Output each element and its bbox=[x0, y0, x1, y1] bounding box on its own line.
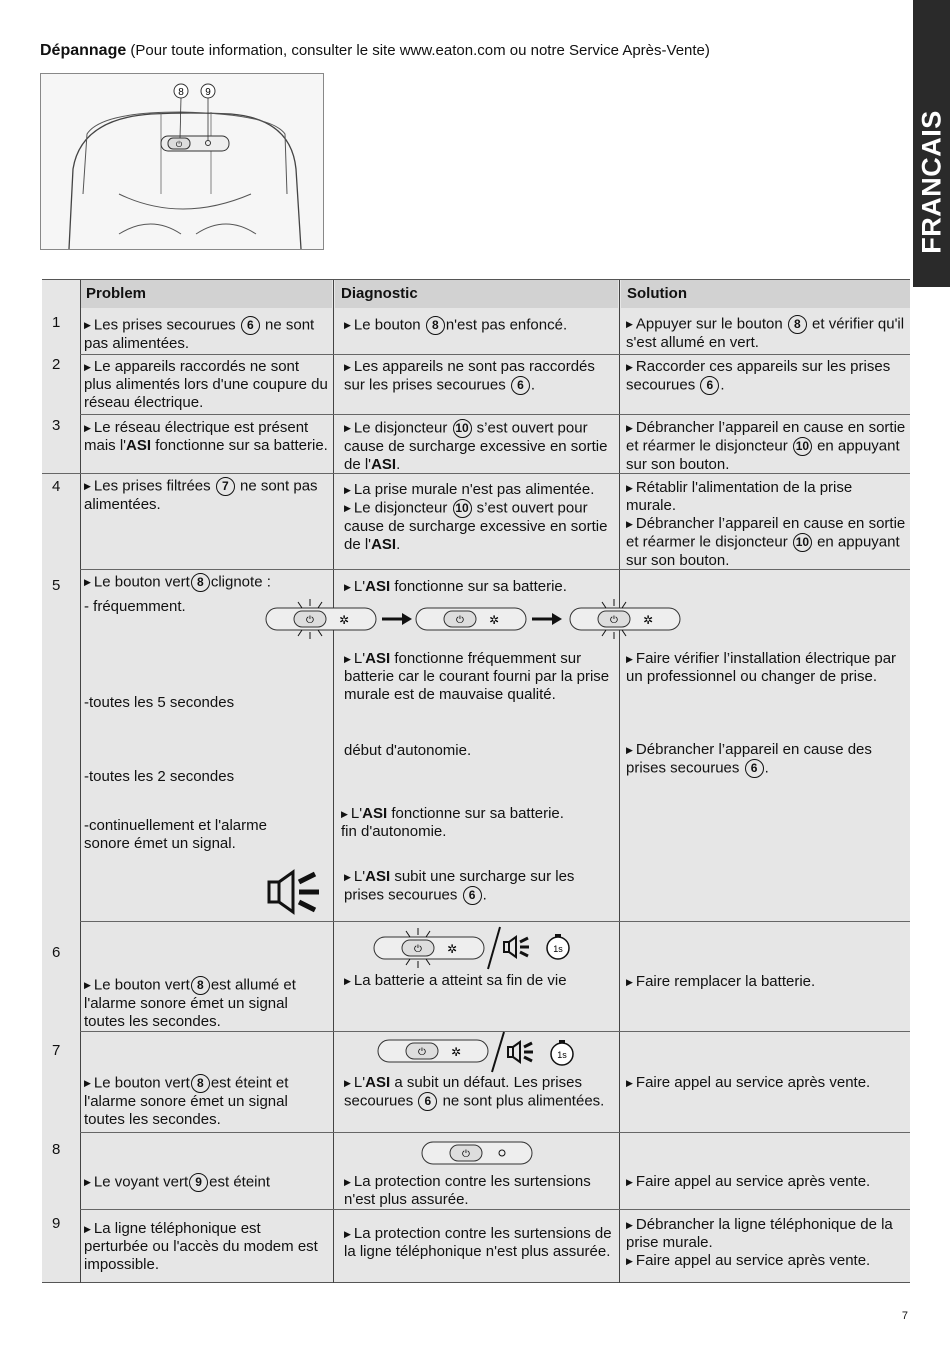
row-3-solution: ▶ Débrancher l’appareil en cause en sortie et réarmer le disjoncteur 10 en appuyant sur son bouton. bbox=[626, 419, 906, 473]
row-5-every-2s: -toutes les 2 secondes bbox=[84, 768, 235, 785]
button-led-on-icon bbox=[570, 599, 680, 639]
svg-text:⏻: ⏻ bbox=[306, 615, 314, 626]
row-8-diagnostic: ▶ La protection contre les surtensions n'est plus assurée. bbox=[344, 1173, 591, 1208]
button-led-off-icon bbox=[416, 608, 526, 630]
row-9-diagnostic: ▶ La protection contre les surtensions de la ligne téléphonique n'est plus assurée. bbox=[344, 1225, 612, 1260]
row-7-diagnostic: ▶ L'ASI a subit un défaut. Les prises secourues 6 ne sont plus alimentées. bbox=[344, 1074, 605, 1110]
row-1-problem: ▶ Les prises secourues 6 ne sont pas alimentées. bbox=[84, 316, 315, 352]
page-subtitle: (Pour toute information, consulter le site www.eaton.com ou notre Service Après-Vente) bbox=[130, 42, 710, 59]
callout-8-label: 8 bbox=[178, 87, 184, 98]
row-number-2: 2 bbox=[52, 356, 61, 373]
svg-text:⏻: ⏻ bbox=[418, 1047, 426, 1058]
row-5-problem-title: ▶ Le bouton vert 8 clignote : bbox=[84, 573, 271, 591]
svg-text:✲: ✲ bbox=[338, 613, 350, 627]
button-off-alarm-pictogram bbox=[376, 1032, 581, 1072]
arrow-right-icon bbox=[382, 613, 412, 625]
timer-1s-label: 1s bbox=[557, 1050, 567, 1060]
row-9-solution: ▶ Débrancher la ligne téléphonique de la prise murale. ▶ Faire appel au service après vente. bbox=[626, 1216, 893, 1269]
row-4-diagnostic: ▶ La prise murale n'est pas alimentée. ▶ Le disjoncteur 10 s’est ouvert pour cause de surcharge excessive en sortie de l'ASI. bbox=[344, 481, 608, 553]
row-5-diag-battery: ▶ L'ASI fonctionne sur sa batterie. bbox=[344, 578, 567, 595]
svg-text:⏻: ⏻ bbox=[175, 140, 183, 149]
svg-text:⏻: ⏻ bbox=[610, 615, 618, 626]
svg-text:⏻: ⏻ bbox=[462, 1149, 470, 1160]
row-number-3: 3 bbox=[52, 417, 61, 434]
row-5-continuous: -continuellement et l'alarme sonore émet un signal. bbox=[84, 817, 267, 852]
row-number-4: 4 bbox=[52, 478, 61, 495]
row-5-diag-end-autonomy: ▶ L'ASI fonctionne sur sa batterie. fin d'autonomie. bbox=[341, 805, 564, 840]
row-number-8: 8 bbox=[52, 1141, 61, 1158]
row-6-problem: ▶ Le bouton vert 8 est allumé et l'alarme sonore émet un signal toutes les secondes. bbox=[84, 976, 296, 1030]
row-2-problem: ▶ Le appareils raccordés ne sont plus alimentés lors d'une coupure du réseau électrique. bbox=[84, 358, 328, 411]
svg-text:✲: ✲ bbox=[642, 613, 654, 627]
row-8-problem: ▶ Le voyant vert 9 est éteint bbox=[84, 1173, 271, 1191]
button-lit-alarm-pictogram bbox=[372, 925, 577, 973]
row-9-problem: ▶ La ligne téléphonique est perturbée ou l'accès du modem est impossible. bbox=[84, 1220, 318, 1273]
column-header-diagnostic: Diagnostic bbox=[335, 280, 618, 308]
svg-text:✲: ✲ bbox=[450, 1045, 462, 1059]
button-led-on-icon bbox=[266, 599, 376, 639]
row-5-frequently: - fréquemment. bbox=[84, 598, 186, 615]
row-4-problem: ▶ Les prises filtrées 7 ne sont pas alimentées. bbox=[84, 477, 318, 513]
page-heading bbox=[40, 42, 710, 60]
page-title: Dépannage bbox=[40, 42, 127, 59]
callout-9-label: 9 bbox=[205, 87, 211, 98]
button-indicator-icon bbox=[420, 1140, 536, 1166]
row-7-problem: ▶ Le bouton vert 8 est éteint et l'alarme sonore émet un signal toutes les secondes. bbox=[84, 1074, 289, 1128]
row-number-9: 9 bbox=[52, 1215, 61, 1232]
row-7-solution: ▶ Faire appel au service après vente. bbox=[626, 1074, 871, 1091]
timer-1s-label: 1s bbox=[553, 944, 563, 954]
svg-text:✲: ✲ bbox=[488, 613, 500, 627]
column-header-problem: Problem bbox=[80, 280, 332, 308]
language-tab-label: FRANCAIS bbox=[916, 110, 946, 254]
row-3-diagnostic: ▶ Le disjoncteur 10 s’est ouvert pour cause de surcharge excessive en sortie de l'ASI. bbox=[344, 419, 608, 473]
row-1-solution: ▶ Appuyer sur le bouton 8 et vérifier qu'il s'est allumé en vert. bbox=[626, 315, 905, 351]
blinking-button-sequence bbox=[264, 596, 684, 640]
row-number-5: 5 bbox=[52, 577, 61, 594]
row-number-6: 6 bbox=[52, 944, 61, 961]
row-3-problem: ▶ Le réseau électrique est présent mais l'ASI fonctionne sur sa batterie. bbox=[84, 419, 328, 454]
row-1-diagnostic: ▶ Le bouton 8 n'est pas enfoncé. bbox=[344, 316, 568, 334]
troubleshooting-table bbox=[42, 280, 910, 1283]
row-5-sol-check-install: ▶ Faire vérifier l’installation électrique par un professionnel ou changer de prise. bbox=[626, 650, 897, 685]
row-5-every-5s: -toutes les 5 secondes bbox=[84, 694, 235, 711]
row-6-diagnostic: ▶ La batterie a atteint sa fin de vie bbox=[344, 972, 567, 989]
page-number: 7 bbox=[901, 1310, 908, 1322]
ups-top-view-drawing bbox=[41, 74, 323, 249]
row-number-7: 7 bbox=[52, 1042, 61, 1059]
arrow-right-icon bbox=[532, 613, 562, 625]
svg-text:⏻: ⏻ bbox=[414, 944, 422, 955]
device-illustration bbox=[40, 73, 324, 250]
row-6-solution: ▶ Faire remplacer la batterie. bbox=[626, 973, 816, 990]
row-5-diag-frequent: ▶ L'ASI fonctionne fréquemment sur batterie car le courant fourni par la prise murale est de mauvaise qualité. bbox=[344, 650, 610, 703]
row-8-solution: ▶ Faire appel au service après vente. bbox=[626, 1173, 871, 1190]
language-tab bbox=[913, 0, 950, 287]
row-2-solution: ▶ Raccorder ces appareils sur les prises secourues 6 . bbox=[626, 358, 891, 394]
row-number-1: 1 bbox=[52, 314, 61, 331]
row-5-diag-start-autonomy: début d'autonomie. bbox=[344, 742, 472, 759]
row-5-diag-overload: ▶ L'ASI subit une surcharge sur les prises secourues 6 . bbox=[344, 868, 575, 904]
row-2-diagnostic: ▶ Les appareils ne sont pas raccordés sur les prises secourues 6 . bbox=[344, 358, 595, 394]
row-4-solution: ▶ Rétablir l'alimentation de la prise murale. ▶ Débrancher l’appareil en cause en sortie et réarmer le disjoncteur 10 en appuyant sur son bouton. bbox=[626, 479, 906, 569]
svg-text:✲: ✲ bbox=[446, 942, 458, 956]
column-header-solution: Solution bbox=[621, 280, 910, 308]
row-5-sol-disconnect: ▶ Débrancher l’appareil en cause des prises secourues 6 . bbox=[626, 741, 872, 777]
speaker-alarm-icon bbox=[267, 870, 325, 916]
svg-text:⏻: ⏻ bbox=[456, 615, 464, 626]
